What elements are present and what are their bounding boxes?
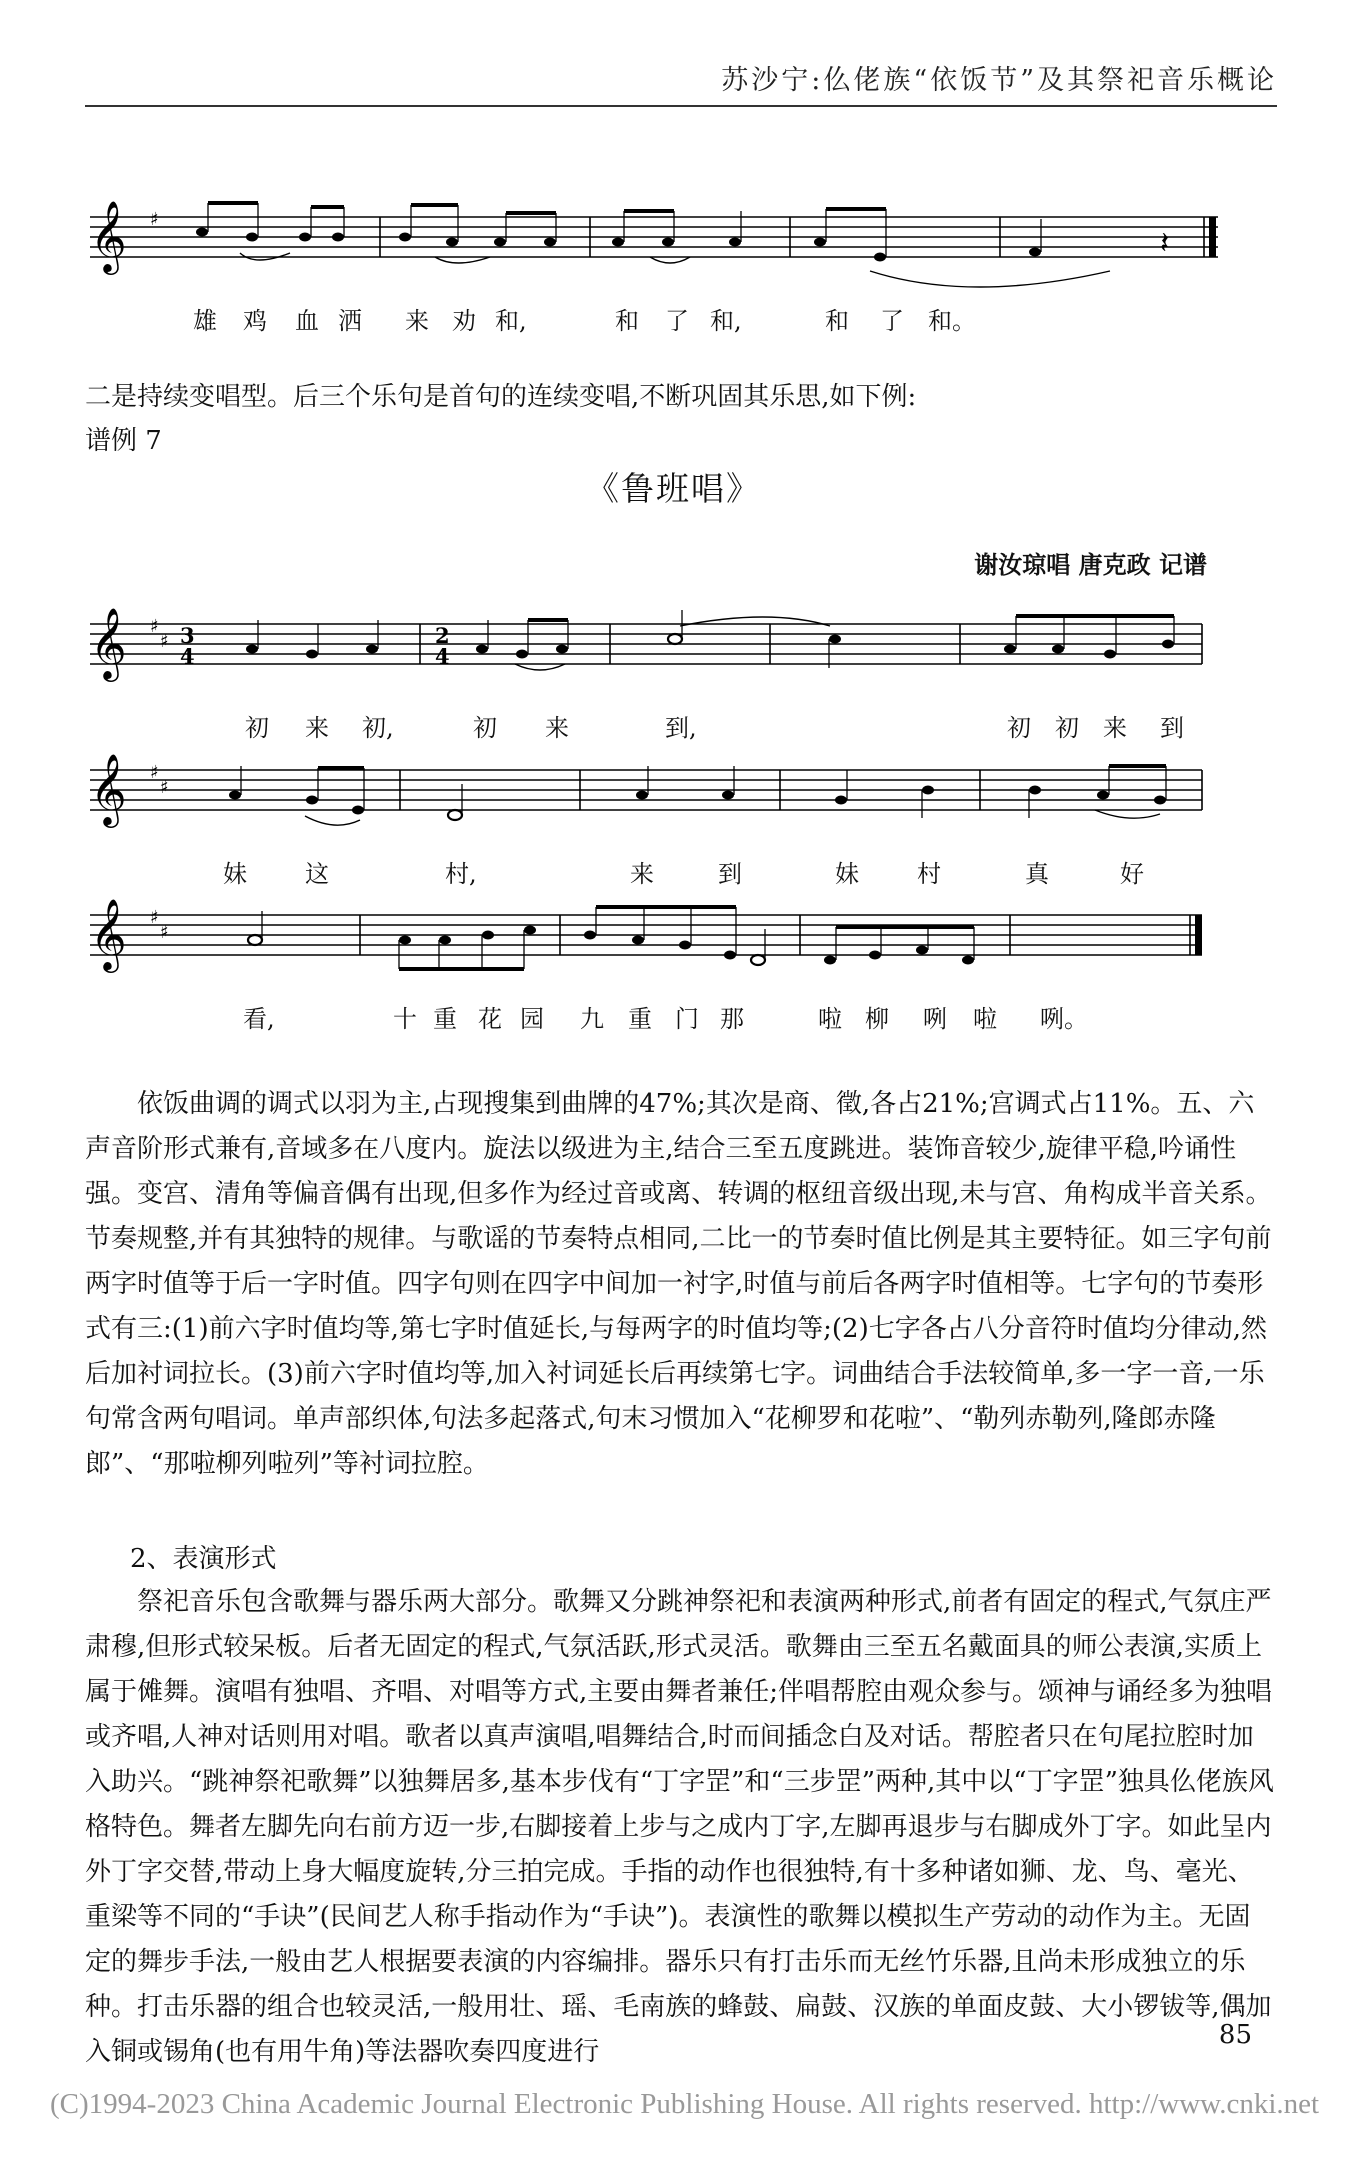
sharp-icon: ♯ — [150, 907, 159, 928]
lyric: 咧。 — [1040, 1005, 1088, 1033]
lyric: 和 — [825, 307, 849, 335]
lyric: 啦 — [973, 1005, 997, 1033]
lyric: 妹 — [835, 860, 859, 888]
example7-staff-line1 — [90, 606, 1220, 742]
lyric: 初 — [245, 714, 269, 742]
example7-notation-line1 — [90, 606, 1220, 702]
lyric: 重 — [433, 1005, 457, 1033]
lyric: 来 — [545, 714, 569, 742]
lyric: 初 — [473, 714, 497, 742]
example7-credit: 谢汝琼唱 唐克政 记谱 — [974, 550, 1207, 579]
text-type2: 二是持续变唱型。后三个乐句是首句的连续变唱,不断巩固其乐思,如下例: — [85, 382, 917, 412]
sharp-icon: ♯ — [150, 616, 159, 637]
lyric: 来 — [305, 714, 329, 742]
lyric: 鸡 — [243, 307, 267, 335]
lyric: 劝 — [452, 307, 476, 335]
paragraph-performance: 祭祀音乐包含歌舞与器乐两大部分。歌舞又分跳神祭祀和表演两种形式,前者有固定的程式,气氛庄严肃穆,但形式较呆板。后者无固定的程式,气氛活跃,形式灵活。歌舞由三至五名戴面具的师公表演,实质上属于傩舞。演唱有独唱、齐唱、对唱等方式,主要由舞者兼任;伴唱帮腔由观众参与。颂神与诵经多为独唱或齐唱,人神对话则用对唱。歌者以真声演唱,唱舞结合,时而间插念白及对话。帮腔者只在句尾拉腔时加入助兴。“跳神祭祀歌舞”以独舞居多,基本步伐有“丁字罡”和“三步罡”两种,其中以“丁字罡”独具仫佬族风格特色。舞者左脚先向右前方迈一步,右脚接着上步与之成内丁字,左脚再退步与右脚成外丁字。如此呈内外丁字交替,带动上身大幅度旋转,分三拍完成。手指的动作也很独特,有十多种诸如狮、龙、鸟、毫光、重梁等不同的“手诀”(民间艺人称手指动作为“手诀”)。表演性的歌舞以模拟生产劳动的动作为主。无固定的舞步手法,一般由艺人根据要表演的内容编排。器乐只有打击乐而无丝竹乐器,且尚未形成独立的乐种。打击乐器的组合也较灵活,一般用壮、瑶、毛南族的蜂鼓、扁鼓、汉族的单面皮鼓、大小锣钹等,偶加入铜或锡角(也有用牛角)等法器吹奏四度进行 — [85, 1587, 1274, 2067]
lyric: 雄 — [193, 307, 217, 335]
lyric: 好 — [1120, 860, 1144, 888]
paragraph-modes: 依饭曲调的调式以羽为主,占现搜集到曲牌的47%;其次是商、徵,各占21%;宫调式占11%。五、六声音阶形式兼有,音域多在八度内。旋法以级进为主,结合三至五度跳进。装饰音较少,旋律平稳,吟诵性强。变宫、清角等偏音偶有出现,但多作为经过音或离、转调的枢纽音级出现,未与宫、角构成半音关系。节奏规整,并有其独特的规律。与歌谣的节奏特点相同,二比一的节奏时值比例是其主要特征。如三字句前两字时值等于后一字时值。四字句则在四字中间加一衬字,时值与前后各两字时值相等。七字句的节奏形式有三:(1)前六字时值均等,第七字时值延长,与每两字的时值均等;(2)七字各占八分音符时值均分律动,然后加衬词拉长。(3)前六字时值均等,加入衬词延长后再续第七字。词曲结合手法较简单,多一字一音,一乐句常含两句唱词。单声部织体,句法多起落式,句末习惯加入“花柳罗和花啦”、“勒列赤勒列,隆郎赤隆郎”、“那啦柳列啦列”等衬词拉腔。 — [85, 1089, 1272, 1479]
sharp-icon: ♯ — [150, 209, 159, 230]
lyric: 到, — [665, 714, 697, 742]
example6-lyrics — [90, 301, 1220, 335]
lyric: 重 — [628, 1005, 652, 1033]
lyric: 了 — [665, 307, 689, 335]
lyric: 了 — [880, 307, 904, 335]
lyric: 到 — [1160, 714, 1184, 742]
page-number: 85 — [1218, 2020, 1252, 2050]
time-sig-bottom: 4 — [180, 644, 195, 669]
time-sig-top: 3 — [180, 623, 195, 648]
example7-staff-line3 — [90, 897, 1220, 1033]
lyric: 咧 — [923, 1005, 947, 1033]
lyric: 和 — [615, 307, 639, 335]
lyric: 这 — [305, 860, 329, 888]
time-sig-bottom: 4 — [435, 644, 450, 669]
lyric: 来 — [1103, 714, 1127, 742]
example7-lyrics-line1 — [90, 708, 1220, 742]
lyric: 妹 — [223, 860, 247, 888]
lyric: 和, — [710, 307, 742, 335]
lyric: 洒 — [338, 307, 362, 335]
treble-clef-icon: 𝄞 — [90, 606, 127, 679]
lyric: 初 — [1055, 714, 1079, 742]
lyric: 村, — [445, 860, 477, 888]
sharp-icon: ♯ — [150, 762, 159, 783]
header-rule — [85, 105, 1277, 107]
lyric: 血 — [295, 307, 319, 335]
lyric: 到 — [718, 860, 742, 888]
treble-clef-icon: 𝄞 — [90, 199, 127, 272]
time-sig-top: 2 — [435, 623, 450, 648]
lyric: 来 — [405, 307, 429, 335]
lyric: 啦 — [818, 1005, 842, 1033]
section-heading: 2、表演形式 — [130, 1544, 277, 1574]
example7-lyrics-line3 — [90, 999, 1220, 1033]
example7-notation-line3 — [90, 897, 1220, 993]
treble-clef-icon: 𝄞 — [90, 897, 127, 970]
lyric: 和, — [495, 307, 527, 335]
lyric: 来 — [630, 860, 654, 888]
example7-notation-line2 — [90, 752, 1220, 848]
example7-label: 谱例 7 — [85, 426, 162, 456]
example6-notation — [90, 199, 1220, 295]
lyric: 那 — [720, 1005, 744, 1033]
copyright-footer: (C)1994-2023 China Academic Journal Electronic Publishing House. All rights reserved. http://www.cnki.net — [50, 2088, 1320, 2120]
lyric: 初, — [362, 714, 394, 742]
quarter-rest-icon: 𝄽 — [1160, 226, 1170, 261]
lyric: 和。 — [928, 307, 976, 335]
example7-title: 《鲁班唱》 — [586, 469, 761, 508]
lyric: 十 — [393, 1005, 417, 1033]
treble-clef-icon: 𝄞 — [90, 752, 127, 825]
sharp-icon: ♯ — [160, 922, 169, 943]
lyric: 九 — [580, 1005, 604, 1033]
lyric: 柳 — [865, 1005, 889, 1033]
lyric: 真 — [1025, 860, 1049, 888]
lyric: 看, — [243, 1005, 275, 1033]
example7-lyrics-line2 — [90, 854, 1220, 888]
running-header: 苏沙宁:仫佬族“依饭节”及其祭祀音乐概论 — [721, 65, 1277, 96]
lyric: 门 — [675, 1005, 699, 1033]
lyric: 初 — [1007, 714, 1031, 742]
lyric: 花 — [478, 1005, 502, 1033]
sharp-icon: ♯ — [160, 777, 169, 798]
example7-staff-line2 — [90, 752, 1220, 888]
lyric: 园 — [520, 1005, 544, 1033]
sharp-icon: ♯ — [160, 631, 169, 652]
lyric: 村 — [917, 860, 941, 888]
example6-staff — [90, 199, 1220, 335]
